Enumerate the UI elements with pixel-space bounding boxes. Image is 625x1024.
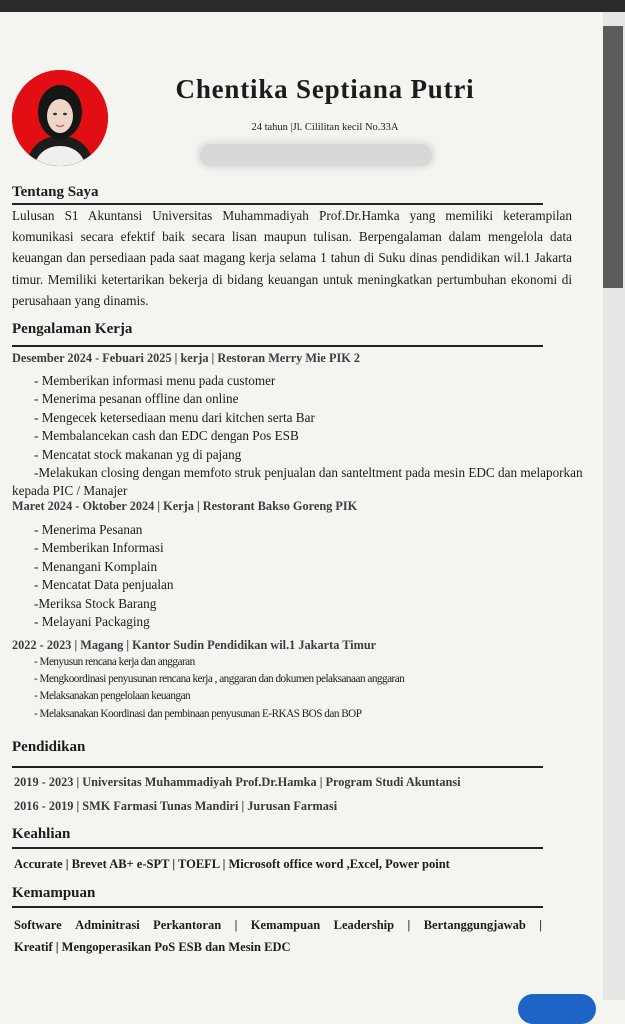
list-item: -Meriksa Stock Barang bbox=[34, 595, 157, 611]
top-status-bar bbox=[0, 0, 625, 12]
ability-word: Adminitrasi bbox=[75, 918, 140, 932]
ability-word: Leadership bbox=[333, 918, 395, 932]
abilities-line: Kreatif | Mengoperasikan PoS ESB dan Mesin EDC bbox=[14, 940, 291, 954]
experience-section-title: Pengalaman Kerja bbox=[12, 321, 133, 337]
ability-word: Kemampuan bbox=[250, 918, 321, 932]
ability-word: Software bbox=[14, 918, 62, 932]
scrollbar-track[interactable] bbox=[603, 12, 625, 1000]
job-heading: Maret 2024 - Oktober 2024 | Kerja | Restorant Bakso Goreng PIK bbox=[12, 499, 358, 513]
job-heading: Desember 2024 - Febuari 2025 | kerja | Restoran Merry Mie PIK 2 bbox=[12, 351, 361, 365]
list-item: - Menyusun rencana kerja dan anggaran bbox=[34, 656, 195, 668]
ability-word: | bbox=[234, 918, 238, 932]
list-item: - Mencatat stock makanan yg di pajang bbox=[34, 446, 242, 462]
person-portrait-icon bbox=[12, 70, 108, 166]
abilities-line bbox=[14, 914, 542, 936]
job-duties-list bbox=[34, 654, 604, 723]
ability-word: | bbox=[539, 918, 542, 932]
list-item: - Membalancekan cash dan EDC dengan Pos ESB bbox=[34, 428, 299, 444]
abilities-text bbox=[14, 914, 542, 958]
list-item: - Mengkoordinasi penyusunan rencana kerja , anggaran dan dokumen pelaksanaan anggaran bbox=[34, 673, 405, 686]
education-section-title: Pendidikan bbox=[12, 739, 86, 755]
about-text: Lulusan S1 Akuntansi Universitas Muhammadiyah Prof.Dr.Hamka yang memiliki keterampilan komunikasi secara efektif baik secara lisan maupun tulisan. Berpengalaman dalam mengelola data keuangan dan persediaan pada saat magang kerja selama 1 tahun di Suku dinas pendidikan wil.1 Jakarta timur. Memiliki ketertarikan bekerja di bidang keuangan untuk meningkatkan pertumbuhan ekonomi di perusahaan yang dinamis. bbox=[12, 208, 572, 308]
ability-word: Bertanggungjawab bbox=[423, 918, 526, 932]
education-item: 2016 - 2019 | SMK Farmasi Tunas Mandiri | Jurusan Farmasi bbox=[14, 799, 338, 813]
list-item: - Memberikan Informasi bbox=[34, 540, 164, 556]
profile-photo bbox=[12, 70, 108, 166]
job-duties-list bbox=[34, 521, 604, 631]
divider bbox=[12, 766, 543, 768]
scrollbar-thumb[interactable] bbox=[603, 26, 623, 288]
skills-text: Accurate | Brevet AB+ e-SPT | TOEFL | Microsoft office word ,Excel, Power point bbox=[14, 857, 450, 871]
job-duties-list bbox=[34, 372, 604, 464]
ability-word: Perkantoran bbox=[153, 918, 222, 932]
candidate-name: Chentika Septiana Putri bbox=[175, 74, 475, 104]
contact-info: 24 tahun |Jl. Cililitan kecil No.33A bbox=[251, 122, 399, 133]
job-heading: 2022 - 2023 | Magang | Kantor Sudin Pendidikan wil.1 Jakarta Timur bbox=[12, 638, 377, 652]
redacted-contact bbox=[200, 144, 432, 166]
about-section-title: Tentang Saya bbox=[12, 184, 99, 200]
list-item: - Menerima pesanan offline dan online bbox=[34, 391, 239, 407]
list-item: - Mencatat Data penjualan bbox=[34, 577, 174, 593]
abilities-section-title: Kemampuan bbox=[12, 885, 96, 901]
list-item: - Melaksanakan Koordinasi dan pembinaan penyusunan E-RKAS BOS dan BOP bbox=[34, 707, 362, 720]
divider bbox=[12, 345, 543, 347]
list-item: - Mengecek ketersediaan menu dari kitchen serta Bar bbox=[34, 409, 315, 425]
list-item: -Melakukan closing dengan memfoto struk penjualan dan santeltment pada mesin EDC dan melaporkan kepada PIC / Manajer bbox=[12, 465, 583, 499]
education-item: 2019 - 2023 | Universitas Muhammadiyah Prof.Dr.Hamka | Program Studi Akuntansi bbox=[14, 775, 461, 789]
divider bbox=[12, 906, 543, 908]
skills-section-title: Keahlian bbox=[12, 826, 71, 842]
divider bbox=[12, 847, 543, 849]
resume-page bbox=[0, 12, 603, 1000]
list-item: - Melaksanakan pengelolaan keuangan bbox=[34, 690, 191, 703]
floating-action-button[interactable] bbox=[518, 994, 596, 1024]
list-item: - Melayani Packaging bbox=[34, 614, 150, 630]
list-item: - Menerima Pesanan bbox=[34, 522, 143, 537]
list-item: - Menangani Komplain bbox=[34, 558, 158, 574]
ability-word: | bbox=[407, 918, 411, 932]
list-item: - Memberikan informasi menu pada customer bbox=[34, 373, 276, 388]
